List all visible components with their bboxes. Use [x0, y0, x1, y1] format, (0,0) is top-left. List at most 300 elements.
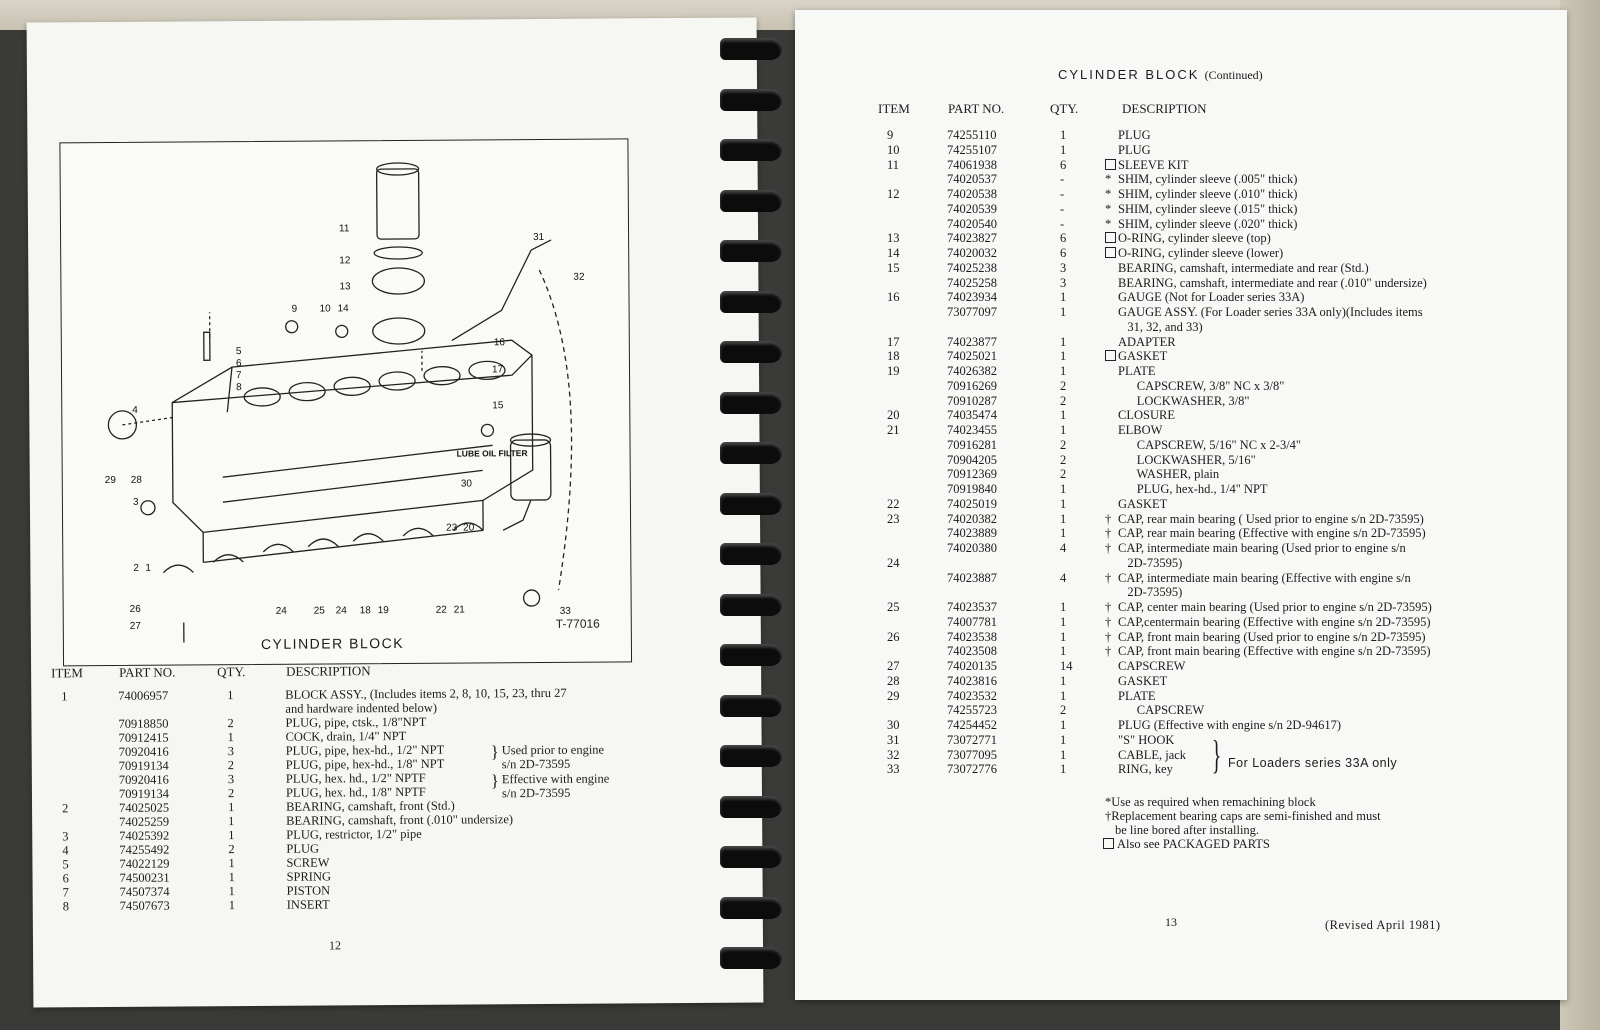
callout: 26	[129, 603, 141, 615]
cell-part: 74025258	[947, 275, 997, 290]
footnote-text: Also see PACKAGED PARTS	[1117, 837, 1270, 851]
title-suffix: (Continued)	[1204, 68, 1263, 82]
cell-desc: PLUG, pipe, ctsk., 1/8"NPT	[285, 714, 427, 730]
cell-desc: PLUG, restrictor, 1/2" pipe	[286, 826, 422, 842]
page-number: 13	[1165, 915, 1177, 929]
footnote: *Use as required when remachining block	[1105, 795, 1316, 809]
cell-part: 74254452	[947, 718, 997, 732]
cell-qty: 1	[1060, 364, 1067, 378]
cell-qty: 1	[1060, 423, 1067, 437]
cell-qty: 2	[228, 842, 235, 857]
cell-qty: 14	[1060, 659, 1073, 673]
cell-qty: 2	[1060, 393, 1067, 408]
binding-coil	[720, 846, 782, 868]
left-page	[27, 17, 764, 1007]
cell-qty: 2	[227, 786, 235, 801]
row-mark: *	[1105, 172, 1112, 187]
callout: 33	[559, 605, 571, 617]
cell-part: 74020380	[947, 541, 997, 555]
cell-qty: -	[1060, 187, 1065, 201]
cell-desc: CAPSCREW	[1118, 703, 1205, 718]
cell-desc: PLUG, hex. hd., 1/8" NPTF	[285, 784, 426, 800]
cell-qty: 1	[1060, 305, 1067, 319]
row-mark: †	[1105, 511, 1112, 526]
cell-item: 23	[887, 511, 900, 526]
callout: 6	[235, 358, 242, 370]
exploded-diagram	[59, 138, 632, 666]
cell-desc: BLOCK ASSY., (Includes items 2, 8, 10, 15, 23, thru 27	[285, 685, 567, 702]
cell-part: 74020537	[947, 172, 997, 187]
binding-coil	[720, 594, 782, 616]
callout: 5	[235, 346, 242, 358]
cell-part: 74061938	[947, 157, 997, 172]
cell-qty: 1	[228, 870, 235, 885]
cell-desc: CAP, front main bearing (Used prior to engine s/n 2D-73595)	[1118, 629, 1426, 644]
callout: 10	[319, 303, 331, 315]
cell-desc: 2D-73595)	[1118, 585, 1183, 600]
cell-qty: 1	[1060, 747, 1067, 762]
cell-qty: 6	[1060, 246, 1067, 260]
cell-qty: 1	[228, 814, 235, 829]
cell-qty: 1	[1060, 349, 1067, 364]
header-item: ITEM	[878, 101, 910, 116]
row-mark: †	[1105, 629, 1112, 644]
cell-desc: INSERT	[286, 897, 330, 912]
binding-coil	[720, 89, 782, 111]
cell-desc: BEARING, camshaft, intermediate and rear (.010" undersize)	[1118, 275, 1427, 290]
callout: 28	[130, 474, 142, 486]
cell-item: 30	[887, 718, 900, 732]
cell-qty: -	[1060, 216, 1065, 231]
cell-desc: SHIM, cylinder sleeve (.020" thick)	[1118, 216, 1298, 231]
cell-part: 74025025	[119, 800, 170, 815]
callout: 13	[339, 281, 351, 293]
header-part: PART NO.	[119, 664, 176, 680]
footnote: †Replacement bearing caps are semi-finished and must	[1105, 809, 1381, 823]
cell-item: 17	[887, 334, 900, 349]
cell-desc: CAP, intermediate main bearing (Effective with engine s/n	[1118, 570, 1411, 585]
footnote: be line bored after installing.	[1115, 823, 1260, 837]
callout: 21	[453, 604, 465, 616]
cell-desc: PLATE	[1118, 688, 1156, 703]
cell-desc: CABLE, jack	[1118, 747, 1187, 762]
cell-item: 2	[62, 801, 69, 816]
box-icon	[1105, 232, 1119, 246]
cell-item: 8	[62, 899, 70, 914]
callout: 24	[335, 605, 347, 617]
cell-desc: PLUG, hex-hd., 1/4" NPT	[1118, 482, 1268, 496]
cell-part: 74023816	[947, 673, 997, 688]
binding-coil	[720, 947, 782, 969]
binding-coil	[720, 897, 782, 919]
cell-desc: PLUG	[286, 841, 320, 856]
figure-title: CYLINDER BLOCK	[260, 634, 405, 652]
cell-part: 74023537	[947, 600, 997, 614]
callout: 12	[339, 255, 351, 267]
cell-qty: 1	[1060, 482, 1067, 496]
cell-item: 4	[62, 843, 69, 858]
cell-qty: 2	[227, 758, 235, 773]
cell-desc: PLATE	[1118, 364, 1156, 378]
cell-item: 10	[887, 142, 900, 157]
cell-qty: 4	[1060, 541, 1067, 555]
cell-item: 33	[887, 762, 900, 777]
cell-qty: 2	[1060, 703, 1067, 718]
cell-desc: BEARING, camshaft, front (.010" undersize)	[286, 812, 514, 828]
cell-part: 73072771	[947, 732, 997, 747]
cell-part: 74025259	[119, 814, 170, 829]
cell-item: 11	[887, 157, 900, 172]
cell-desc: SCREW	[286, 855, 330, 870]
cell-part: 74023455	[947, 423, 997, 437]
cell-part: 74026382	[947, 364, 997, 378]
cell-qty: 6	[1060, 231, 1067, 246]
cell-qty: 1	[228, 800, 235, 815]
side-note: Used prior to engine	[501, 742, 605, 758]
cell-desc: PLUG	[1118, 142, 1151, 157]
cell-part: 74023538	[947, 629, 997, 644]
cell-part: 70904205	[947, 452, 997, 467]
cell-desc: CAP,centermain bearing (Effective with engine s/n 2D-73595)	[1118, 614, 1431, 629]
callout: 2	[133, 562, 139, 574]
cell-qty: 1	[1060, 732, 1067, 747]
cell-desc: GAUGE ASSY. (For Loader series 33A only)(Includes items	[1118, 305, 1423, 319]
cell-item: 29	[887, 688, 900, 703]
cell-desc: ADAPTER	[1118, 334, 1176, 349]
cell-qty: 3	[1060, 275, 1067, 290]
cell-desc: GASKET	[1118, 673, 1168, 688]
cell-desc: SPRING	[286, 869, 332, 884]
cell-qty: 1	[228, 828, 235, 843]
binding-coil	[720, 796, 782, 818]
header-item: ITEM	[51, 665, 83, 681]
row-mark: *	[1105, 187, 1112, 201]
cell-qty: 1	[227, 688, 234, 703]
box-icon	[1105, 350, 1119, 364]
cell-desc: 2D-73595)	[1118, 555, 1183, 570]
cell-qty: 1	[1060, 614, 1067, 629]
cell-qty: 1	[227, 730, 234, 745]
callout: 7	[236, 370, 242, 382]
cell-part: 74020032	[947, 246, 997, 260]
cell-qty: 1	[1060, 762, 1067, 777]
binding-coil	[720, 190, 782, 212]
callout: 17	[491, 364, 504, 376]
binding-coil	[720, 442, 782, 464]
cell-qty: 1	[1060, 644, 1067, 659]
callout: 3	[132, 496, 139, 508]
cell-qty: 1	[1060, 511, 1067, 526]
cell-desc: CLOSURE	[1118, 408, 1175, 423]
cell-part: 74023827	[947, 231, 997, 246]
binding-coil	[720, 644, 782, 666]
box-icon	[1105, 159, 1119, 173]
cell-item: 6	[62, 871, 69, 886]
callout: 14	[337, 303, 349, 315]
binding-coil	[720, 493, 782, 515]
cell-desc: O-RING, cylinder sleeve (top)	[1118, 231, 1271, 246]
cell-part: 74035474	[947, 408, 997, 423]
binding-coil	[720, 139, 782, 161]
cell-part: 74255110	[947, 128, 997, 142]
cell-part: 74023532	[947, 688, 997, 703]
cell-desc: LOCKWASHER, 5/16"	[1118, 452, 1256, 467]
cell-desc: RING, key	[1118, 762, 1173, 777]
cell-qty: 1	[1060, 128, 1067, 142]
cell-desc: CAPSCREW, 5/16" NC x 2-3/4"	[1118, 437, 1302, 452]
brace: }	[490, 771, 500, 791]
cell-qty: 1	[1060, 688, 1067, 703]
cell-part: 73077095	[947, 747, 997, 762]
cell-item: 31	[887, 732, 900, 747]
row-mark: †	[1105, 600, 1112, 614]
cell-qty: -	[1060, 201, 1065, 216]
cell-desc: WASHER, plain	[1118, 467, 1220, 482]
cell-desc: "S" HOOK	[1118, 732, 1175, 747]
cell-desc: CAP, intermediate main bearing (Used prior to engine s/n	[1118, 541, 1406, 555]
cell-qty: 3	[1060, 260, 1067, 275]
cell-desc: PISTON	[286, 883, 331, 898]
cell-desc: CAPSCREW	[1118, 659, 1186, 673]
cell-desc: PLUG, hex. hd., 1/2" NPTF	[285, 770, 426, 786]
cell-item: 19	[887, 364, 900, 378]
cell-item: 20	[887, 408, 900, 423]
cell-desc: PLUG	[1118, 128, 1151, 142]
cell-part: 70912415	[118, 730, 169, 745]
cell-part: 70919840	[947, 482, 997, 496]
cell-item: 5	[62, 857, 69, 872]
title-text: CYLINDER BLOCK	[1058, 67, 1200, 82]
cell-item: 9	[887, 128, 894, 142]
cell-item: 25	[887, 600, 900, 614]
cell-part: 74507673	[119, 898, 170, 913]
cell-desc: GAUGE (Not for Loader series 33A)	[1118, 290, 1305, 305]
binding-coil	[720, 240, 782, 262]
binding-coil	[720, 38, 782, 60]
row-mark: *	[1105, 216, 1112, 231]
page-title	[1058, 67, 1263, 83]
cell-item: 13	[887, 231, 900, 246]
cell-item: 3	[62, 829, 69, 844]
binding-coil	[720, 745, 782, 767]
cell-item: 27	[887, 659, 900, 673]
cell-desc: PLUG (Effective with engine s/n 2D-94617)	[1118, 718, 1341, 732]
cell-part: 73072776	[947, 762, 997, 777]
cell-part: 74006957	[118, 688, 169, 703]
cell-part: 70916281	[947, 437, 997, 452]
brace: }	[490, 742, 499, 762]
cell-item: 21	[887, 423, 900, 437]
row-mark: †	[1105, 570, 1112, 585]
cell-qty: 2	[227, 716, 234, 731]
cell-qty: 4	[1060, 570, 1067, 585]
cell-item: 28	[887, 673, 900, 688]
cell-qty: 6	[1060, 157, 1067, 172]
row-mark: †	[1105, 541, 1112, 555]
cell-qty: 1	[228, 856, 235, 871]
cell-desc: CAP, center main bearing (Used prior to engine s/n 2D-73595)	[1118, 600, 1432, 614]
cell-desc: LOCKWASHER, 3/8"	[1118, 393, 1250, 408]
box-icon	[1105, 247, 1119, 261]
box-icon	[1103, 838, 1114, 849]
row-mark: †	[1105, 644, 1112, 659]
callout: 9	[291, 303, 298, 315]
cell-part: 74255492	[119, 842, 170, 857]
cell-item: 16	[887, 290, 900, 305]
cell-part: 70912369	[947, 467, 997, 482]
cell-part: 74023887	[947, 570, 997, 585]
cell-part: 74022129	[119, 856, 170, 871]
cell-part: 74025392	[119, 828, 170, 843]
cell-item: 12	[887, 187, 900, 201]
callout: 19	[377, 605, 389, 617]
callout: 1	[145, 562, 151, 574]
cell-part: 70916269	[947, 378, 997, 393]
cell-qty: 3	[227, 772, 235, 787]
cell-part: 74023508	[947, 644, 997, 659]
footnote	[1103, 838, 1270, 852]
cell-desc: O-RING, cylinder sleeve (lower)	[1118, 246, 1284, 260]
callout: 22	[435, 604, 447, 616]
cell-desc: GASKET	[1118, 349, 1168, 364]
cell-part: 74507374	[119, 884, 170, 899]
cell-desc: PLUG, pipe, hex-hd., 1/2" NPT	[285, 742, 445, 758]
cell-desc: PLUG, pipe, hex-hd., 1/8" NPT	[285, 756, 445, 772]
cell-part: 74025238	[947, 260, 997, 275]
callout: 15	[492, 400, 504, 412]
cell-part: 74007781	[947, 614, 997, 629]
cell-desc: CAP, rear main bearing (Effective with engine s/n 2D-73595)	[1118, 526, 1426, 541]
header-qty: QTY.	[217, 664, 246, 680]
cell-qty: 1	[1060, 718, 1067, 732]
cell-part: 70918850	[118, 716, 169, 731]
loaders-note: For Loaders series 33A only	[1228, 756, 1398, 770]
cell-qty: 1	[1060, 142, 1067, 157]
cell-desc: CAP, front main bearing (Effective with engine s/n 2D-73595)	[1118, 644, 1431, 659]
cell-part: 70919134	[118, 786, 170, 801]
cell-qty: 2	[1060, 467, 1067, 482]
header-qty: QTY.	[1050, 101, 1079, 116]
row-mark: *	[1105, 201, 1112, 216]
cell-qty: 2	[1060, 452, 1067, 467]
cell-part: 70920416	[118, 744, 169, 759]
right-page	[795, 10, 1567, 1000]
callout: 30	[460, 478, 472, 490]
cell-desc: GASKET	[1118, 496, 1168, 511]
cell-item: 24	[887, 555, 900, 570]
cell-item: 26	[887, 629, 900, 644]
callout: 11	[338, 223, 350, 235]
header-desc: DESCRIPTION	[286, 663, 371, 679]
cell-qty: 1	[1060, 600, 1067, 614]
callout: 20	[463, 522, 475, 534]
engine-block-drawing	[60, 139, 631, 665]
cell-part: 70919134	[118, 758, 169, 773]
cell-desc: BEARING, camshaft, intermediate and rear (Std.)	[1118, 260, 1369, 275]
cell-part: 74020135	[947, 659, 997, 673]
cell-part: 74023889	[947, 526, 997, 541]
callout: 29	[104, 474, 116, 487]
cell-desc: COCK, drain, 1/4" NPT	[285, 728, 407, 744]
binding-coil	[720, 392, 782, 414]
cell-part: 70920416	[118, 772, 169, 787]
cell-part: 74020539	[947, 201, 997, 216]
callout: 27	[129, 620, 141, 632]
cell-qty: 1	[1060, 629, 1067, 644]
cell-qty: 3	[227, 744, 234, 759]
cell-part: 74255723	[947, 703, 997, 718]
cell-qty: 1	[1060, 673, 1067, 688]
callout: 8	[236, 382, 242, 394]
callout: 16	[493, 337, 505, 349]
cell-desc: 31, 32, and 33)	[1118, 319, 1203, 334]
row-mark: †	[1105, 526, 1112, 541]
cell-part: 74023877	[947, 334, 997, 349]
cell-part: 74025019	[947, 496, 997, 511]
page-number: 12	[328, 938, 342, 953]
callout: 18	[359, 605, 371, 617]
callout: 32	[573, 271, 585, 283]
cell-qty: 1	[228, 898, 236, 913]
binding-coil	[720, 543, 782, 565]
cell-item: 1	[61, 689, 68, 704]
cell-item: 7	[62, 885, 69, 900]
side-note: Effective with engine	[501, 771, 610, 787]
cell-part: 74020538	[947, 187, 997, 201]
cell-qty: 1	[1060, 408, 1067, 423]
cell-qty: 1	[1060, 334, 1067, 349]
callout: 25	[313, 605, 325, 617]
callout: 4	[132, 404, 138, 416]
cell-qty: 1	[1060, 290, 1067, 305]
cell-qty: -	[1060, 172, 1065, 187]
cell-desc: SHIM, cylinder sleeve (.015" thick)	[1118, 201, 1298, 216]
figure-code: T-77016	[555, 616, 600, 631]
cell-item: 22	[887, 496, 900, 511]
cell-part: 74500231	[119, 870, 170, 885]
side-note: s/n 2D-73595	[501, 756, 571, 772]
cell-desc: SHIM, cylinder sleeve (.005" thick)	[1118, 172, 1298, 187]
cell-part: 70910287	[947, 393, 997, 408]
cell-desc: SHIM, cylinder sleeve (.010" thick)	[1118, 187, 1298, 201]
cell-qty: 1	[1060, 526, 1067, 541]
side-note: s/n 2D-73595	[501, 785, 571, 801]
callout: 23	[446, 522, 458, 534]
cell-part: 74023934	[947, 290, 997, 305]
cell-qty: 2	[1060, 437, 1067, 452]
cell-item: 15	[887, 260, 900, 275]
cell-desc: and hardware indented below)	[285, 700, 438, 716]
header-part: PART NO.	[948, 101, 1005, 116]
cell-desc: SLEEVE KIT	[1118, 157, 1189, 172]
cell-part: 74255107	[947, 142, 997, 157]
lube-filter-label: LUBE OIL FILTER	[456, 448, 528, 459]
header-desc: DESCRIPTION	[1122, 101, 1207, 116]
binding-coil	[720, 291, 782, 313]
callout: 31	[533, 231, 545, 244]
brace: }	[1211, 732, 1222, 777]
cell-qty: 1	[228, 884, 235, 899]
cell-desc: ELBOW	[1118, 423, 1163, 437]
cell-desc: BEARING, camshaft, front (Std.)	[286, 798, 455, 814]
spiral-binding	[712, 20, 792, 1020]
cell-desc: CAP, rear main bearing ( Used prior to engine s/n 2D-73595)	[1118, 511, 1424, 526]
cell-part: 73077097	[947, 305, 997, 319]
binding-coil	[720, 695, 782, 717]
cell-part: 74020540	[947, 216, 997, 231]
cell-item: 14	[887, 246, 900, 260]
revision-note: (Revised April 1981)	[1325, 918, 1441, 932]
